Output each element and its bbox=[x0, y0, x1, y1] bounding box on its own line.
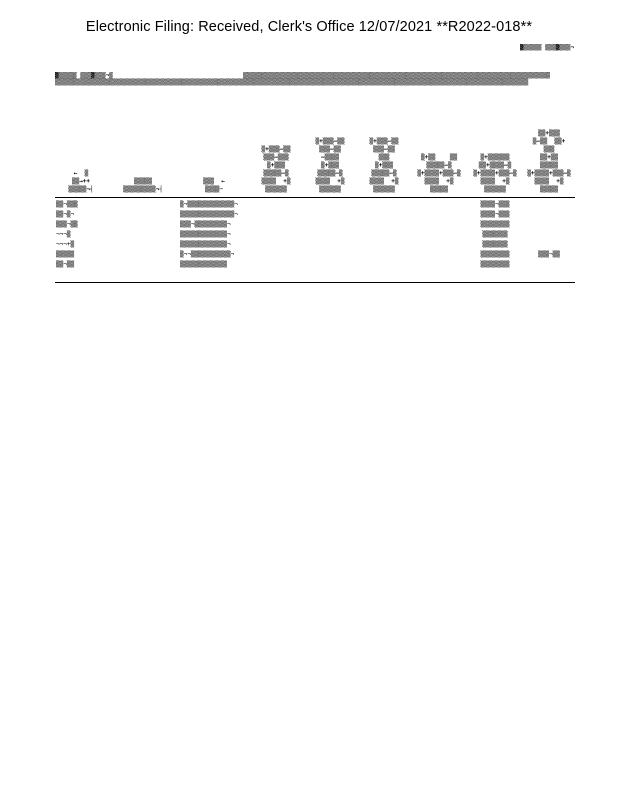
table-cell bbox=[411, 198, 467, 271]
col-header-8: ▒+▒▒▒▒▒▒ ▒▒+▒▒▒▒—▒ ▒+▒▒▒▒+▒▒▒—▒ ▒▒▒▒ +▒ ▒▒▒▒▒▒ bbox=[467, 130, 523, 198]
col-header-4: ▒+▒▒▒—▒▒ ▒▒▒—▒▒▒ ▒+▒▒▒ ▒▒▒▒▒—▒ ▒▒▒▒ +▒ ▒▒▒▒▒▒ bbox=[249, 130, 303, 198]
table-cell bbox=[357, 198, 411, 271]
col-header-5: ▒+▒▒▒—▒▒ ▒▒▒—▒▒ —▒▒▒▒ ▒+▒▒▒ ▒▒▒▒▒—▒ ▒▒▒▒ +▒ ▒▒▒▒▒▒ bbox=[303, 130, 357, 198]
filing-stamp-header: Electronic Filing: Received, Clerk's Office 12/07/2021 **R2022-018** bbox=[85, 19, 533, 35]
top-right-label: ▓▒▒▒▒▒ ▒▒▒▓▒▒▒¬ bbox=[519, 44, 574, 51]
data-table bbox=[55, 130, 575, 270]
table-header-row bbox=[55, 130, 575, 198]
table-cell bbox=[107, 198, 179, 271]
table-cell: ▒¬▒▒▒▒▒▒▒▒▒▒▒▒▒¬ ▒▒▒▒▒▒▒▒▒▒▒▒▒▒▒¬ ▒▒▒¬▒▒▒▒▒▒▒▒▒¬ ▒▒▒▒▒▒▒▒▒▒▒▒▒¬ ▒▒▒▒▒▒▒▒▒▒▒▒▒¬ ▒¬¬▒▒▒▒▒▒▒▒▒▒▒¬ ▒▒▒▒▒▒▒▒▒▒▒▒▒ bbox=[180, 201, 238, 268]
table-cell: ▒▒¬▒▒▒ ▒▒¬▒¬ ▒▒▒¬▒▒ ¬¬¬▒ ¬¬¬+▒ ▒▒▒▒▒ ▒▒¬▒▒ bbox=[56, 201, 78, 268]
table-row bbox=[55, 198, 575, 271]
intro-line-2: ▒▒▒▒▒▒▒▒▒▒▒▒▒▒▒▒▒▒▒▒▒▒▒▒▒▒▒▒▒▒▒▒▒▒▒▒▒▒▒▒▒▒▒▒▒▒▒▒▒▒▒▒▒▒▒▒▒▒▒▒▒▒▒▒▒▒▒▒▒▒▒▒▒▒▒▒▒▒▒▒▒▒▒▒▒▒▒▒▒▒▒▒▒▒▒▒▒▒▒▒▒▒▒▒▒▒▒▒▒▒▒▒▒▒▒▒▒▒▒▒▒▒▒▒▒▒▒▒▒▒▒ bbox=[55, 79, 529, 86]
intro-line-1: ▒▒▒▒▒▒▒▒▒▒▒▒▒▒▒▒▒▒▒▒▒▒▒▒▒▒▒▒▒▒▒▒▒▒▒▒▒▒▒▒▒▒▒▒▒▒▒▒▒▒▒▒▒▒▒▒▒▒▒▒▒▒▒▒▒▒▒▒▒▒▒▒▒▒▒▒▒▒▒▒▒▒▒▒▒ bbox=[243, 72, 551, 79]
col-header-2: ▒▒▒▒▒ ▒▒▒▒▒▒▒▒▒¬┤ bbox=[107, 130, 179, 198]
table-cell: ▒▒▒¬▒▒ bbox=[538, 251, 560, 258]
col-header-9: ▒▒+▒▒▒ ▒—▒▒ ▒▒+ ▒▒▒ ▒▒+▒▒ ▒▒▒▒▒ ▒+▒▒▒▒+▒▒▒—▒ ▒▒▒▒ +▒ ▒▒▒▒▒ bbox=[523, 130, 575, 198]
col-header-1: ← ▒ ▒▒→++ ▒▒▒▒▒¬┤ bbox=[55, 130, 107, 198]
col-header-3: ▒▒▒ ← ▒▒▒▒─ bbox=[179, 130, 249, 198]
intro-lead: ▓▒▒▒▒▒ ▒▒▒▓▒▒▒¬▒ bbox=[55, 72, 113, 79]
col-header-7: ▒+▒▒ ▒▒ ▒▒▒▒▒—▒ ▒+▒▒▒▒+▒▒▒—▒ ▒▒▒▒ +▒ ▒▒▒▒▒ bbox=[411, 130, 467, 198]
table-cell bbox=[303, 198, 357, 271]
intro-paragraph bbox=[55, 72, 618, 86]
col-header-6: ▒+▒▒▒—▒▒ ▒▒▒—▒▒ ▒▒▒ ▒+▒▒▒ ▒▒▒▒▒—▒ ▒▒▒▒ +▒ ▒▒▒▒▒▒ bbox=[357, 130, 411, 198]
table-cell bbox=[249, 198, 303, 271]
table-cell: ▒▒▒▒¬▒▒▒ ▒▒▒▒¬▒▒▒ ▒▒▒▒▒▒▒▒ ▒▒▒▒▒▒▒ ▒▒▒▒▒▒▒ ▒▒▒▒▒▒▒▒ ▒▒▒▒▒▒▒▒ bbox=[480, 201, 510, 268]
table-bottom-rule bbox=[55, 282, 575, 283]
